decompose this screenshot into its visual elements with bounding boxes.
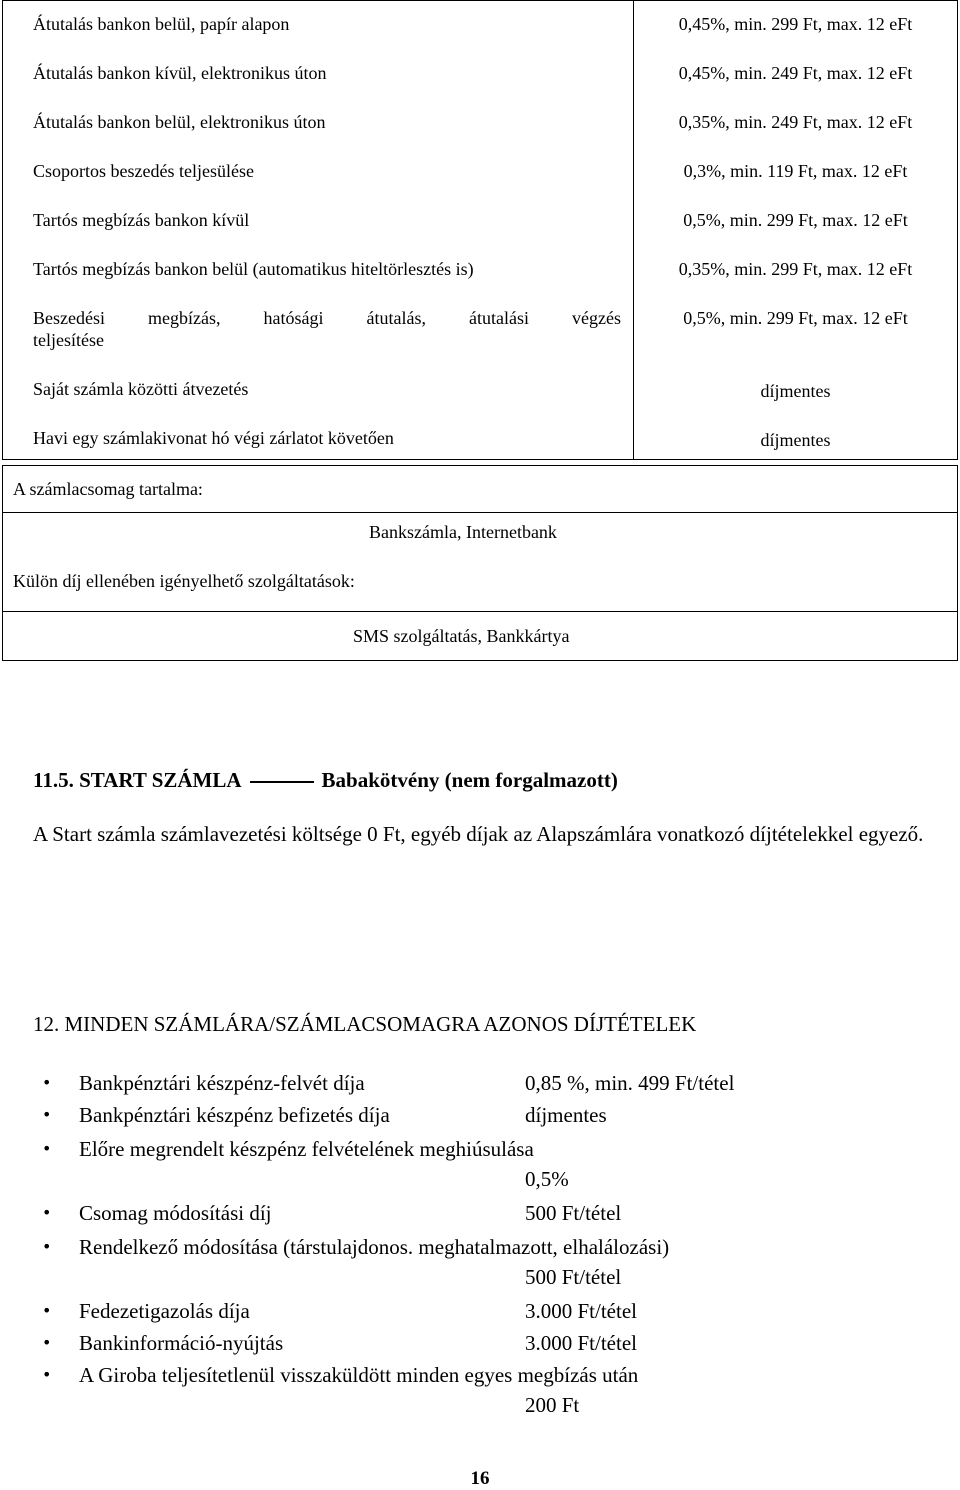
item-label: Bankpénztári készpénz-felvét díja (79, 1071, 365, 1095)
list-item (42, 1360, 942, 1420)
section-11-5 (33, 764, 955, 851)
list-item (42, 1232, 942, 1292)
package-mid-cell (3, 513, 958, 612)
package-contents-row (3, 466, 958, 513)
fee-table (2, 0, 958, 460)
fee-label: Átutalás bankon kívül, elektronikus úton (33, 63, 327, 83)
fee-label: Tartós megbízás bankon belül (automatikus hiteltörlesztés is) (33, 259, 474, 279)
fee-value: díjmentes (760, 381, 831, 401)
fee-value: 0,45%, min. 299 Ft, max. 12 eFt (678, 14, 913, 34)
item-value: 0,85 %, min. 499 Ft/tétel (525, 1071, 735, 1095)
fee-label: Átutalás bankon belül, papír alapon (33, 14, 290, 34)
item-label: Bankpénztári készpénz befizetés díja (79, 1103, 390, 1127)
item-value: 500 Ft/tétel (525, 1265, 622, 1289)
item-value: 3.000 Ft/tétel (525, 1299, 637, 1323)
fee-label: Beszedési megbízás, hatósági átutalás, átutalási végzés (33, 308, 621, 328)
package-extra-row (3, 612, 958, 661)
fee-value: 0,35%, min. 299 Ft, max. 12 eFt (678, 259, 913, 279)
fee-value: díjmentes (760, 430, 831, 450)
package-extra-value: SMS szolgáltatás, Bankkártya (353, 626, 570, 646)
item-label: • A Giroba teljesítetlenül visszaküldött minden egyes megbízás után (79, 1363, 639, 1387)
fee-values-column (634, 1, 958, 460)
fee-value: 0,35%, min. 249 Ft, max. 12 eFt (678, 112, 913, 132)
item-label: • Rendelkező módosítása (társtulajdonos. meghatalmazott, elhalálozási) (79, 1235, 670, 1259)
package-extra-cell (3, 612, 958, 661)
list-item (42, 1068, 942, 1098)
list-item (42, 1100, 942, 1130)
fee-value: 0,3%, min. 119 Ft, max. 12 eFt (683, 161, 908, 181)
list-item (42, 1328, 942, 1358)
item-value: díjmentes (525, 1103, 607, 1127)
package-mid-row (3, 513, 958, 612)
item-label: Fedezetigazolás díja (79, 1299, 250, 1323)
section-12 (33, 1008, 955, 1041)
package-contents-value: Bankszámla, Internetbank (369, 522, 557, 542)
section-title-b: Babakötvény (nem forgalmazott) (321, 768, 618, 792)
list-item (42, 1134, 942, 1194)
page-number: 16 (470, 1468, 490, 1489)
fee-labels-column (3, 1, 634, 460)
fee-label: Havi egy számlakivonat hó végi zárlatot követően (33, 428, 394, 448)
fee-bullet-list (42, 1068, 942, 1420)
section-11-5-heading (33, 764, 955, 797)
dash-line (250, 781, 314, 783)
item-label: Bankinformáció-nyújtás (79, 1331, 284, 1355)
item-value: 0,5% (525, 1167, 569, 1191)
fee-rows (3, 1, 958, 460)
fee-label: Csoportos beszedés teljesülése (33, 161, 254, 181)
package-extra-label: Külön díj ellenében igényelhető szolgáltatások: (13, 571, 355, 591)
list-item (42, 1296, 942, 1326)
list-item (42, 1198, 942, 1228)
fee-label: Saját számla közötti átvezetés (33, 379, 249, 399)
package-table (2, 465, 958, 661)
section-number: 11.5. (33, 768, 74, 792)
package-contents-label: A számlacsomag tartalma: (3, 466, 958, 513)
item-value: 200 Ft (525, 1393, 580, 1417)
fee-value: 0,45%, min. 249 Ft, max. 12 eFt (678, 63, 913, 83)
item-label: Csomag módosítási díj (79, 1201, 272, 1225)
fee-label: Tartós megbízás bankon kívül (33, 210, 250, 230)
fee-value: 0,5%, min. 299 Ft, max. 12 eFt (683, 210, 908, 230)
section-12-heading: 12. MINDEN SZÁMLÁRA/SZÁMLACSOMAGRA AZONOS DÍJTÉTELEK (33, 1012, 697, 1036)
item-value: 3.000 Ft/tétel (525, 1331, 637, 1355)
fee-value: 0,5%, min. 299 Ft, max. 12 eFt (683, 308, 908, 328)
fee-label: Átutalás bankon belül, elektronikus úton (33, 112, 326, 132)
item-label: • Előre megrendelt készpénz felvételének meghiúsulása (79, 1137, 534, 1161)
section-11-5-paragraph: A Start számla számlavezetési költsége 0 Ft, egyéb díjak az Alapszámlára vonatkozó díjtételekkel egyező. (33, 822, 924, 846)
section-title-a: START SZÁMLA (79, 768, 242, 792)
item-value: 500 Ft/tétel (525, 1201, 622, 1225)
fee-label-continued: teljesítése (33, 330, 104, 350)
